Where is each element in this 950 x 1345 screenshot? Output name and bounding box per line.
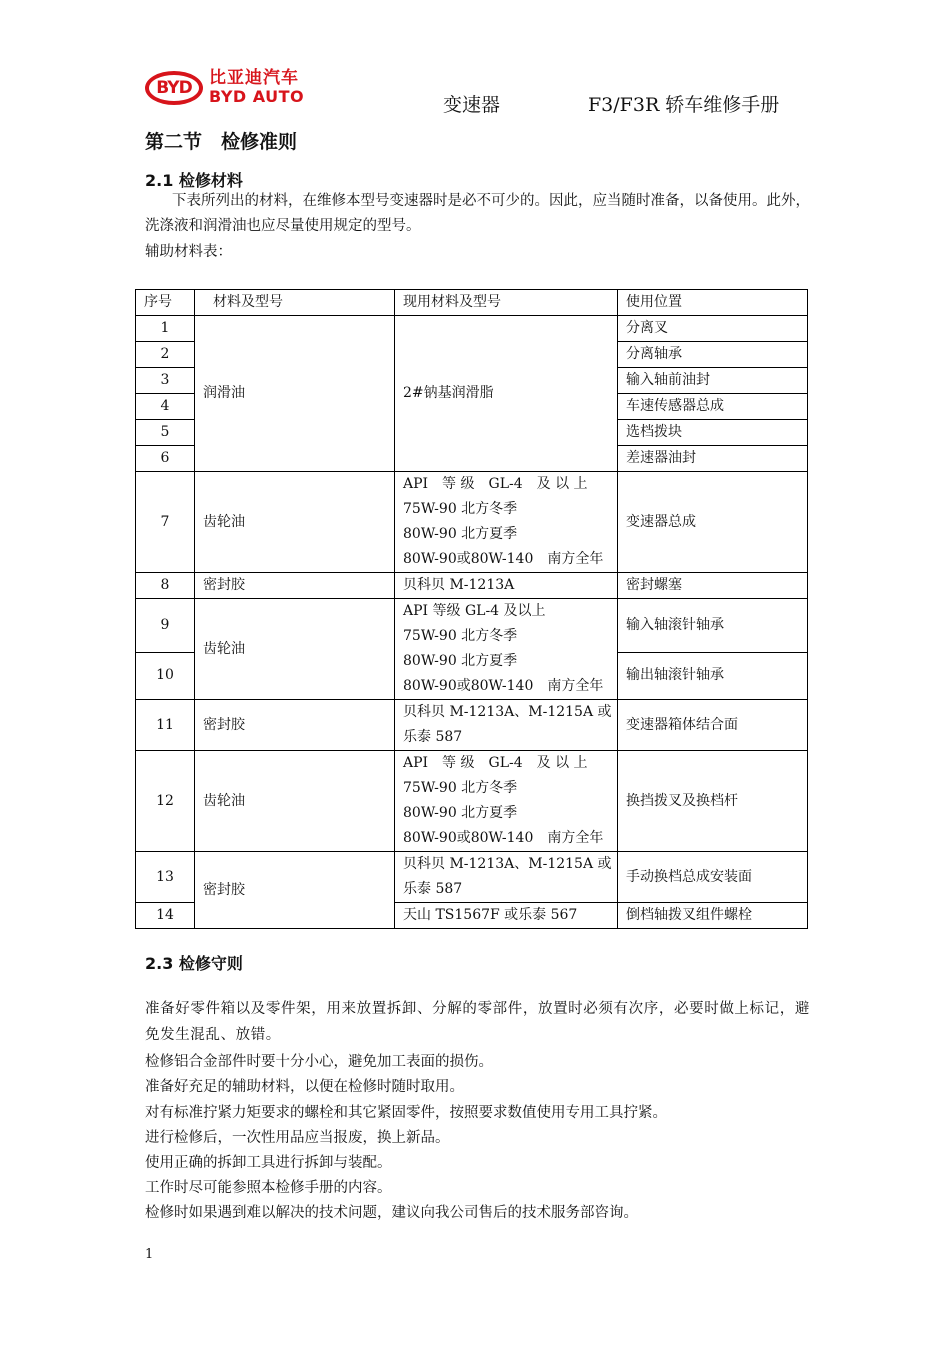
byd-logo (145, 70, 304, 105)
cell-current: 贝科贝 M-1213A、M-1215A 或 乐泰 587 (395, 852, 618, 903)
cell-location: 差速器油封 (618, 446, 808, 472)
rule-item: 使用正确的拆卸工具进行拆卸与装配。 (145, 1155, 392, 1171)
rule-item: 检修铝合金部件时要十分小心，避免加工表面的损伤。 (145, 1054, 493, 1070)
header-current-material: 现用材料及型号 (395, 290, 618, 316)
cell-no: 9 (136, 599, 195, 653)
cell-location: 输入轴前油封 (618, 368, 808, 394)
rule-item: 准备好充足的辅助材料，以便在检修时随时取用。 (145, 1079, 464, 1095)
cell-current: 2#钠基润滑脂 (395, 316, 618, 472)
cell-material: 密封胶 (195, 852, 395, 929)
logo-mark: BYD (145, 71, 203, 105)
cell-no: 12 (136, 751, 195, 852)
table-caption: 辅助材料表： (145, 244, 232, 260)
cell-material: 密封胶 (195, 573, 395, 599)
cell-location: 输入轴滚针轴承 (618, 599, 808, 653)
rule-item: 准备好零件箱以及零件架，用来放置拆卸、分解的零部件，放置时必须有次序，必要时做上标记，避免发生混乱、放错。 (145, 1001, 810, 1043)
cell-no: 6 (136, 446, 195, 472)
cell-current: API 等 级 GL-4 及 以 上 75W-90 北方冬季 80W-90 北方夏季 80W-90或80W-140 南方全年 (395, 751, 618, 852)
header-section-name: 变速器 (443, 94, 501, 116)
cell-location: 选档拨块 (618, 420, 808, 446)
cell-material: 密封胶 (195, 700, 395, 751)
cell-location: 倒档轴拨叉组件螺栓 (618, 903, 808, 929)
cell-location: 变速器总成 (618, 472, 808, 573)
subsection-title-2-3: 2.3 检修守则 (145, 954, 243, 973)
cell-no: 5 (136, 420, 195, 446)
cell-location: 换挡拨叉及换档杆 (618, 751, 808, 852)
logo-english-text: BYD AUTO (209, 87, 305, 106)
cell-material: 齿轮油 (195, 472, 395, 573)
cell-material: 润滑油 (195, 316, 395, 472)
cell-location: 密封螺塞 (618, 573, 808, 599)
cell-material: 齿轮油 (195, 599, 395, 700)
cell-no: 8 (136, 573, 195, 599)
subsection-title-2-1: 2.1 检修材料 (145, 171, 243, 190)
cell-no: 7 (136, 472, 195, 573)
cell-no: 4 (136, 394, 195, 420)
rule-item: 工作时尽可能参照本检修手册的内容。 (145, 1180, 392, 1196)
cell-location: 输出轴滚针轴承 (618, 652, 808, 699)
cell-no: 3 (136, 368, 195, 394)
cell-no: 11 (136, 700, 195, 751)
table-header-row (136, 290, 808, 316)
cell-current: API 等 级 GL-4 及 以 上 75W-90 北方冬季 80W-90 北方夏季 80W-90或80W-140 南方全年 (395, 472, 618, 573)
auxiliary-materials-table (135, 289, 808, 929)
cell-current: 贝科贝 M-1213A (395, 573, 618, 599)
table-row (136, 599, 808, 653)
header-manual-title: F3/F3R 轿车维修手册 (588, 94, 780, 116)
cell-no: 10 (136, 652, 195, 699)
header-location: 使用位置 (618, 290, 808, 316)
cell-no: 13 (136, 852, 195, 903)
table-row (136, 751, 808, 852)
table-row (136, 573, 808, 599)
section-title: 第二节 检修准则 (145, 131, 298, 153)
header-no: 序号 (136, 290, 195, 316)
cell-current: API 等级 GL-4 及以上 75W-90 北方冬季 80W-90 北方夏季 80W-90或80W-140 南方全年 (395, 599, 618, 700)
cell-no: 2 (136, 342, 195, 368)
page-header (145, 70, 805, 120)
materials-intro-paragraph: 下表所列出的材料，在维修本型号变速器时是必不可少的。因此，应当随时准备，以备使用。此外，洗涤液和润滑油也应尽量使用规定的型号。 (145, 193, 810, 234)
rule-item: 进行检修后，一次性用品应当报废，换上新品。 (145, 1130, 450, 1146)
rule-item: 对有标准拧紧力矩要求的螺栓和其它紧固零件，按照要求数值使用专用工具拧紧。 (145, 1105, 667, 1121)
header-material: 材料及型号 (195, 290, 395, 316)
cell-location: 手动换档总成安装面 (618, 852, 808, 903)
table-row (136, 472, 808, 573)
table-row (136, 852, 808, 903)
cell-no: 14 (136, 903, 195, 929)
cell-current: 天山 TS1567F 或乐泰 567 (395, 903, 618, 929)
cell-location: 分离叉 (618, 316, 808, 342)
table-row (136, 316, 808, 342)
cell-no: 1 (136, 316, 195, 342)
cell-current: 贝科贝 M-1213A、M-1215A 或 乐泰 587 (395, 700, 618, 751)
cell-location: 分离轴承 (618, 342, 808, 368)
logo-chinese-text: 比亚迪汽车 (209, 68, 299, 88)
rule-item: 检修时如果遇到难以解决的技术问题，建议向我公司售后的技术服务部咨询。 (145, 1205, 638, 1221)
cell-location: 车速传感器总成 (618, 394, 808, 420)
page-number: 1 (145, 1247, 154, 1262)
cell-location: 变速器箱体结合面 (618, 700, 808, 751)
cell-material: 齿轮油 (195, 751, 395, 852)
table-row (136, 700, 808, 751)
